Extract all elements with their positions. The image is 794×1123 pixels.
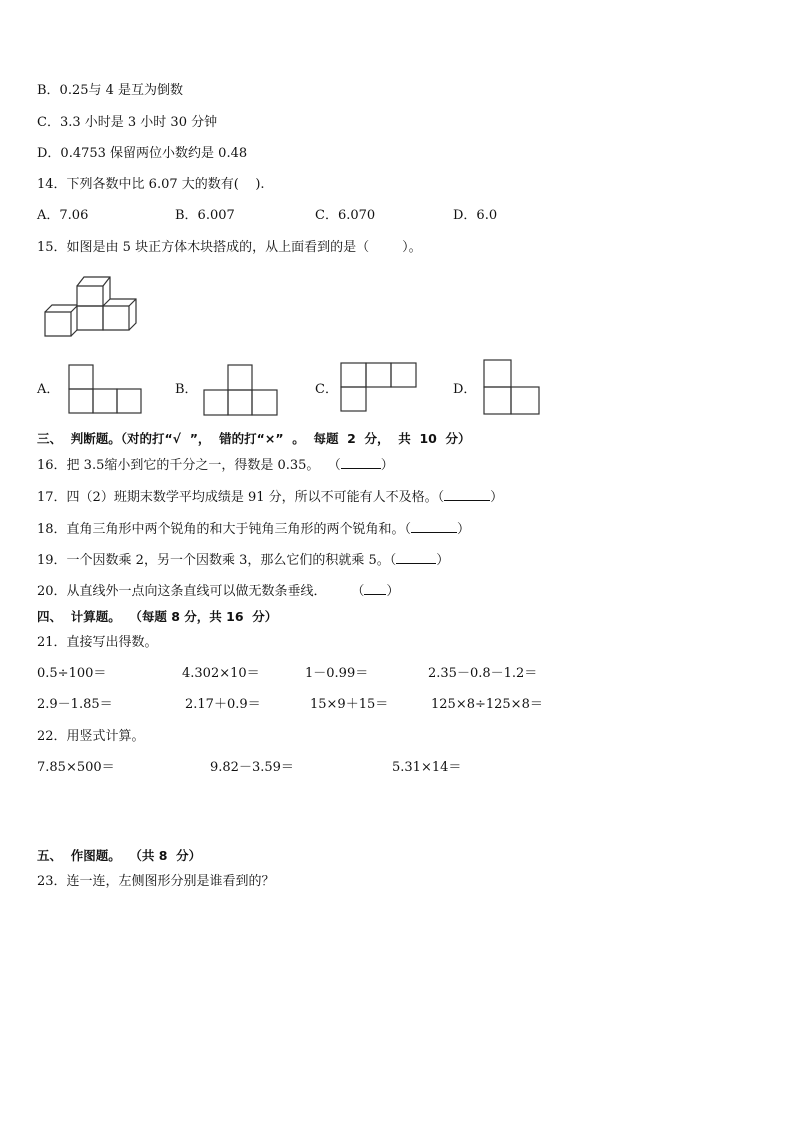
q17 (37, 488, 503, 507)
q21-item-5: 2.9－1.85＝ (37, 697, 113, 712)
q22-item-3: 5.31×14＝ (392, 760, 462, 775)
q20-text: 20．从直线外一点向这条直线可以做无数条垂线． （ (37, 584, 365, 599)
q19-answer-blank[interactable] (396, 551, 436, 564)
q16-close: ） (380, 458, 394, 473)
q21-item-8: 125×8÷125×8＝ (431, 697, 543, 712)
q17-close: ） (490, 490, 504, 505)
cube-stack-figure (40, 272, 140, 344)
q16 (37, 456, 394, 475)
q22-item-2: 9.82－3.59＝ (210, 760, 294, 775)
q14-option-c: C．6.070 (315, 208, 376, 223)
q18-text: 18．直角三角形中两个锐角的和大于钝角三角形的两个锐角和。（ (37, 522, 412, 537)
q21-item-4: 2.35－0.8－1.2＝ (428, 666, 538, 681)
q20-answer-blank[interactable] (364, 582, 386, 595)
q21-item-7: 15×9＋15＝ (310, 697, 389, 712)
q13-option-c: C．3.3 小时是 3 小时 30 分钟 (37, 115, 218, 130)
section4-heading: 四、 计算题。 （每题 8 分，共 16 分） (37, 609, 278, 624)
q17-text: 17．四（2）班期末数学平均成绩是 91 分，所以不可能有人不及格。（ (37, 490, 445, 505)
q18-close: ） (457, 522, 471, 537)
q19-close: ） (436, 553, 450, 568)
section5-heading: 五、 作图题。 （共 8 分） (37, 848, 202, 863)
q18-answer-blank[interactable] (411, 520, 457, 533)
q18 (37, 520, 470, 539)
q22-stem: 22．用竖式计算。 (37, 729, 145, 744)
q22-item-1: 7.85×500＝ (37, 760, 115, 775)
section3-heading: 三、 判断题。（对的打“√ ”， 错的打“×” 。 每题 2 分， 共 10 分） (37, 431, 471, 446)
q20-close: ） (386, 584, 400, 599)
q14-option-d: D．6.0 (453, 208, 498, 223)
q15-option-c-label: C． (315, 382, 338, 397)
q13-option-d: D．0.4753 保留两位小数约是 0.48 (37, 146, 248, 161)
q15-option-a-label: A． (37, 382, 60, 397)
q21-item-6: 2.17＋0.9＝ (185, 697, 261, 712)
q15-option-d-label: D． (453, 382, 477, 397)
q15-option-b-figure (203, 364, 283, 416)
q21-item-1: 0.5÷100＝ (37, 666, 107, 681)
q19 (37, 551, 449, 570)
q15-option-b-label: B． (175, 382, 198, 397)
q15-option-c-figure (340, 362, 420, 414)
q21-stem: 21．直接写出得数。 (37, 635, 158, 650)
q14-option-b: B．6.007 (175, 208, 235, 223)
q19-text: 19．一个因数乘 2，另一个因数乘 3，那么它们的积就乘 5。（ (37, 553, 397, 568)
q20 (37, 582, 399, 601)
q21-item-2: 4.302×10＝ (182, 666, 260, 681)
q17-answer-blank[interactable] (444, 488, 490, 501)
q14-stem: 14．下列各数中比 6.07 大的数有( ). (37, 177, 265, 192)
q14-option-a: A．7.06 (37, 208, 89, 223)
q16-text: 16．把 3.5缩小到它的千分之一，得数是 0.35。 （ (37, 458, 341, 473)
q13-option-b: B．0.25与 4 是互为倒数 (37, 83, 184, 98)
q16-answer-blank[interactable] (341, 456, 381, 469)
q21-item-3: 1－0.99＝ (305, 666, 369, 681)
q15-option-a-figure (68, 364, 144, 414)
q15-stem: 15．如图是由 5 块正方体木块搭成的，从上面看到的是（ ）。 (37, 240, 422, 255)
q15-option-d-figure (483, 359, 543, 417)
q23-stem: 23．连一连，左侧图形分别是谁看到的？ (37, 874, 275, 889)
